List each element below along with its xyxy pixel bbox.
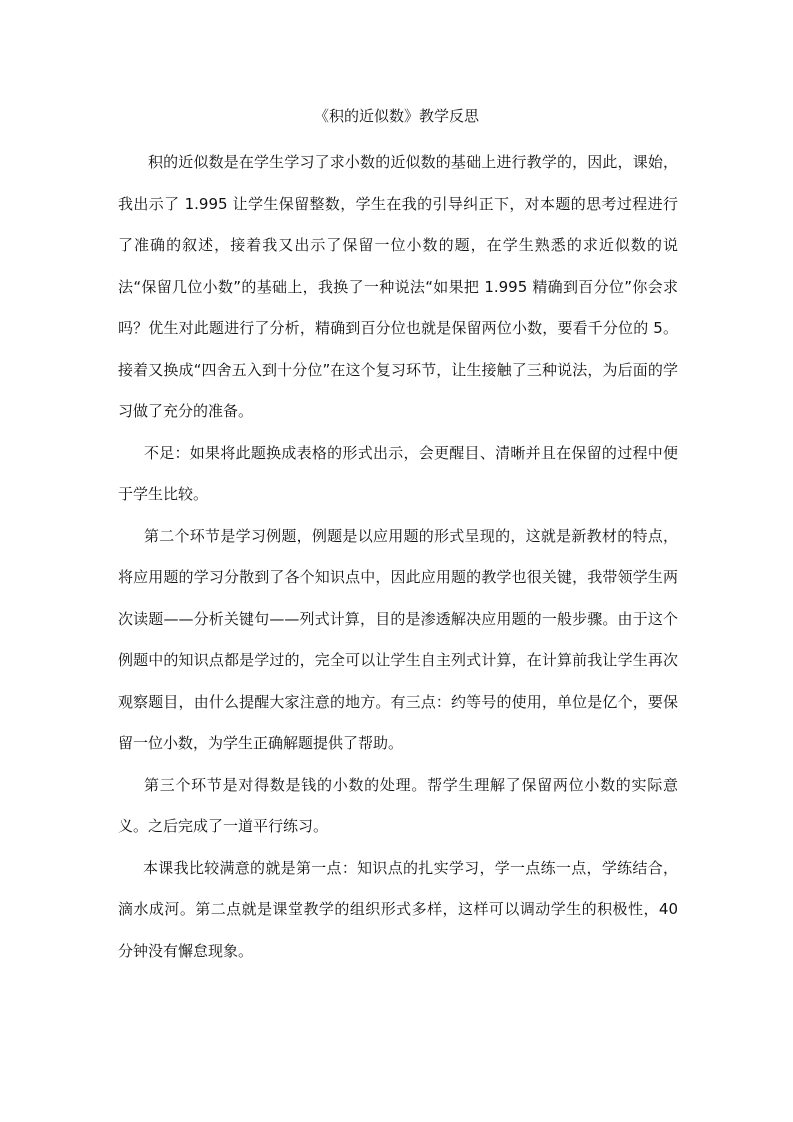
document-title: 《积的近似数》教学反思: [313, 107, 479, 125]
paragraph-third-segment: 第三个环节是对得数是钱的小数的处理。帮学生理解了保留两位小数的实际意义。之后完成了一道平行练习。: [118, 775, 678, 835]
paragraph-second-segment: 第二个环节是学习例题，例题是以应用题的形式呈现的，这就是新教材的特点，将应用题的学习分散到了各个知识点中，因此应用题的教学也很关键，我带领学生两次读题——分析关键句——列式计算，目的是渗透解决应用题的一般步骤。由于这个例题中的知识点都是学过的，完全可以让学生自主列式计算，在计算前我让学生再次观察题目，由什么提醒大家注意的地方。有三点：约等号的使用，单位是亿个，要保留一位小数，为学生正确解题提供了帮助。: [118, 526, 678, 752]
document-body: [118, 142, 678, 972]
paragraph-review-intro: 积的近似数是在学生学习了求小数的近似数的基础上进行教学的，因此，课始，我出示了 1.995 让学生保留整数，学生在我的引导纠正下，对本题的思考过程进行了准确的叙述，接着我又出示了保留一位小数的题，在学生熟悉的求近似数的说法“保留几位小数”的基础上，我换了一种说法“如果把 1.995 精确到百分位”你会求吗？优生对此题进行了分析，精确到百分位也就是保留两位小数，要看千分位的 5。接着又换成“四舍五入到十分位”在这个复习环节，让生接触了三种说法，为后面的学习做了充分的准备。: [118, 153, 678, 420]
paragraph-satisfaction: 本课我比较满意的就是第一点：知识点的扎实学习，学一点练一点，学练结合，滴水成河。第二点就是课堂教学的组织形式多样，这样可以调动学生的积极性，40 分钟没有懈怠现象。: [118, 858, 678, 960]
paragraph-shortcoming: 不足：如果将此题换成表格的形式出示，会更醒目、清晰并且在保留的过程中便于学生比较。: [118, 443, 678, 503]
